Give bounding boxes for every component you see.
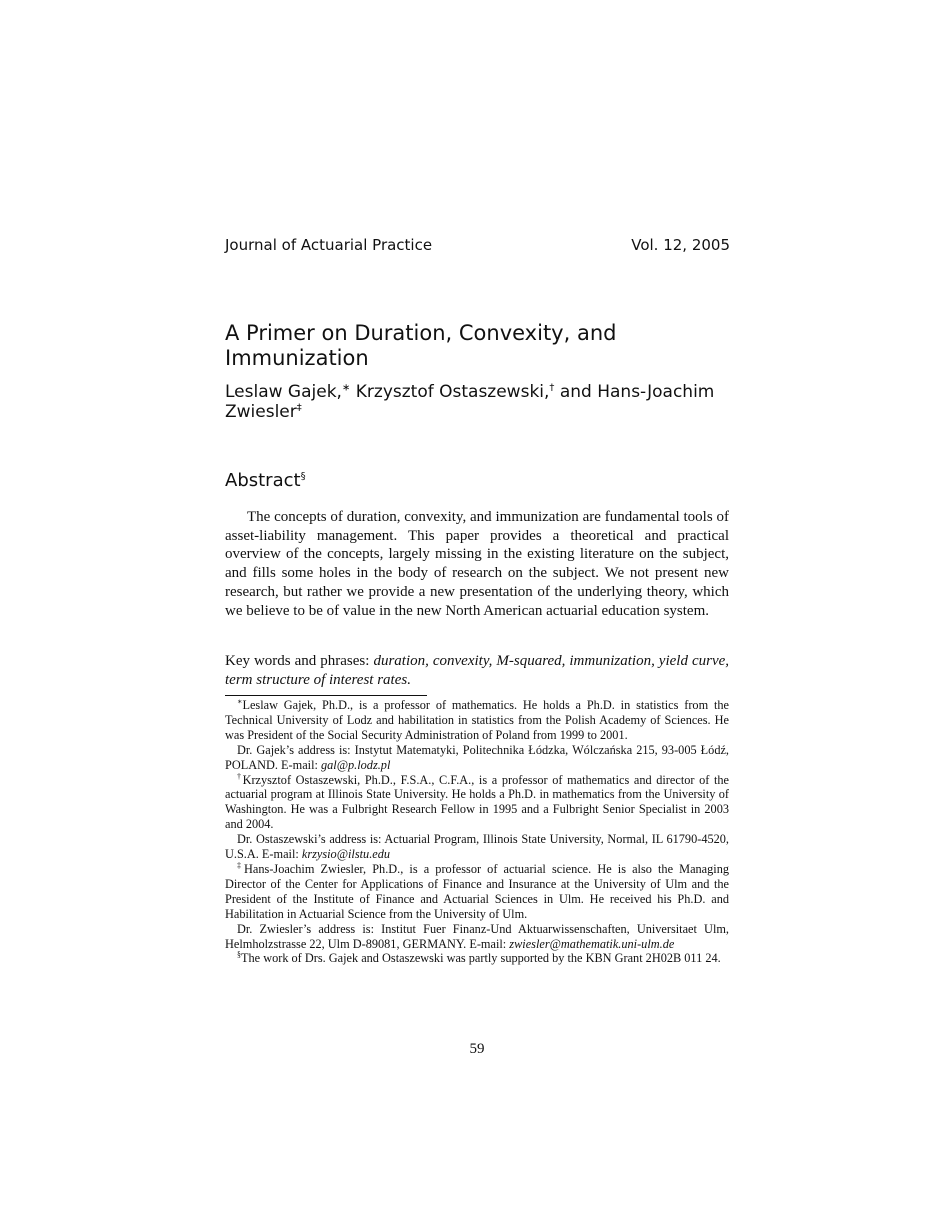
keywords-terms: duration, convexity, M-squared, immunization, yield curve, term structure of interest rates. [225, 653, 730, 688]
footnote [225, 743, 729, 773]
footnote-mark: ∗ [341, 382, 351, 394]
author-list [225, 382, 730, 422]
footnote-mark: § [300, 471, 306, 482]
footnote-text: Krzysztof Ostaszewski, Ph.D., F.S.A., C.F.A., is a professor of mathematics and director of the actuarial program at Illinois State University. He holds a Ph.D. in mathematics from the University of Washington. He was a Fulbright Research Fellow in 1995 and a Fulbright Senior Specialist in 2003 and 2004. [225, 772, 729, 832]
footnote [225, 773, 729, 833]
footnote-rule [225, 695, 427, 696]
footnote [225, 922, 729, 952]
footnote-text: Dr. Ostaszewski’s address is: Actuarial Program, Illinois State University, Normal, IL 61790-4520, U.S.A. E-mail: [225, 832, 729, 862]
paper-title: A Primer on Duration, Convexity, and Immunization [225, 321, 617, 370]
email-link[interactable]: krzysio@ilstu.edu [301, 847, 391, 862]
abstract-heading-text: Abstract [225, 470, 301, 491]
author-conjunction: and [559, 382, 592, 402]
footnote-text: Hans-Joachim Zwiesler, Ph.D., is a professor of actuarial science. He is also the Managing Director of the Center for Applications of Finance and Insurance at the University of Ulm and the President of the Institute of Finance and Actuarial Sciences in Ulm. He received his Ph.D. and Habilitation in Actuarial Science from the University of Ulm. [225, 861, 730, 921]
footnote-mark: ‡ [296, 402, 302, 414]
running-header [225, 236, 730, 254]
abstract-body: The concepts of duration, convexity, and immunization are fundamental tools of asset-liability management. This paper provides a theoretical and practical overview of the concepts, largely missing in the existing literature on the subject, and fills some holes in the body of research on the subject. We not present new research, but rather we provide a new presentation of the underlying theory, which we believe to be of value in the new North American actuarial education system. [225, 509, 729, 619]
footnote-mark: † [237, 771, 243, 781]
author-name: Hans-Joachim Zwiesler [225, 382, 715, 422]
footnote [225, 698, 729, 743]
page-number: 59 [469, 1041, 485, 1057]
footnote [225, 951, 729, 966]
footnote-text: Dr. Gajek’s address is: Instytut Matematyki, Politechnika Łódzka, Wólczańska 215, 93-005 Łódź, POLAND. E-mail: [225, 742, 729, 772]
footnote-text: The work of Drs. Gajek and Ostaszewski was partly supported by the KBN Grant 2H02B 011 24. [241, 951, 721, 966]
keywords [225, 652, 729, 689]
author-name: Krzysztof Ostaszewski, [355, 382, 550, 402]
footnote-text: Leslaw Gajek, Ph.D., is a professor of mathematics. He holds a Ph.D. in statistics from the Technical University of Lodz and habilitation in statistics from the Polish Academy of Sciences. He was President of the Social Security Administration of Poland from 1999 to 2001. [225, 698, 729, 742]
volume-year: Vol. 12, 2005 [631, 236, 730, 254]
footnote-mark: ∗ [237, 696, 243, 706]
footnote-mark: § [237, 950, 241, 960]
footnotes [225, 698, 729, 966]
footnote [225, 832, 729, 862]
email-link[interactable]: zwiesler@mathematik.uni-ulm.de [509, 936, 675, 951]
author-name: Leslaw Gajek, [225, 382, 342, 402]
journal-name: Journal of Actuarial Practice [225, 236, 433, 254]
footnote [225, 862, 729, 922]
keywords-label: Key words and phrases: [225, 653, 370, 669]
footnote-mark: † [549, 382, 555, 394]
email-link[interactable]: gal@p.lodz.pl [320, 757, 391, 772]
footnote-text: Dr. Zwiesler’s address is: Institut Fuer Finanz-Und Aktuarwissenschaften, Universitaet Ulm, Helmholzstrasse 22, Ulm D-89081, GERMANY. E-mail: [225, 921, 729, 951]
abstract-heading [225, 470, 306, 492]
footnote-mark: ‡ [237, 860, 245, 870]
